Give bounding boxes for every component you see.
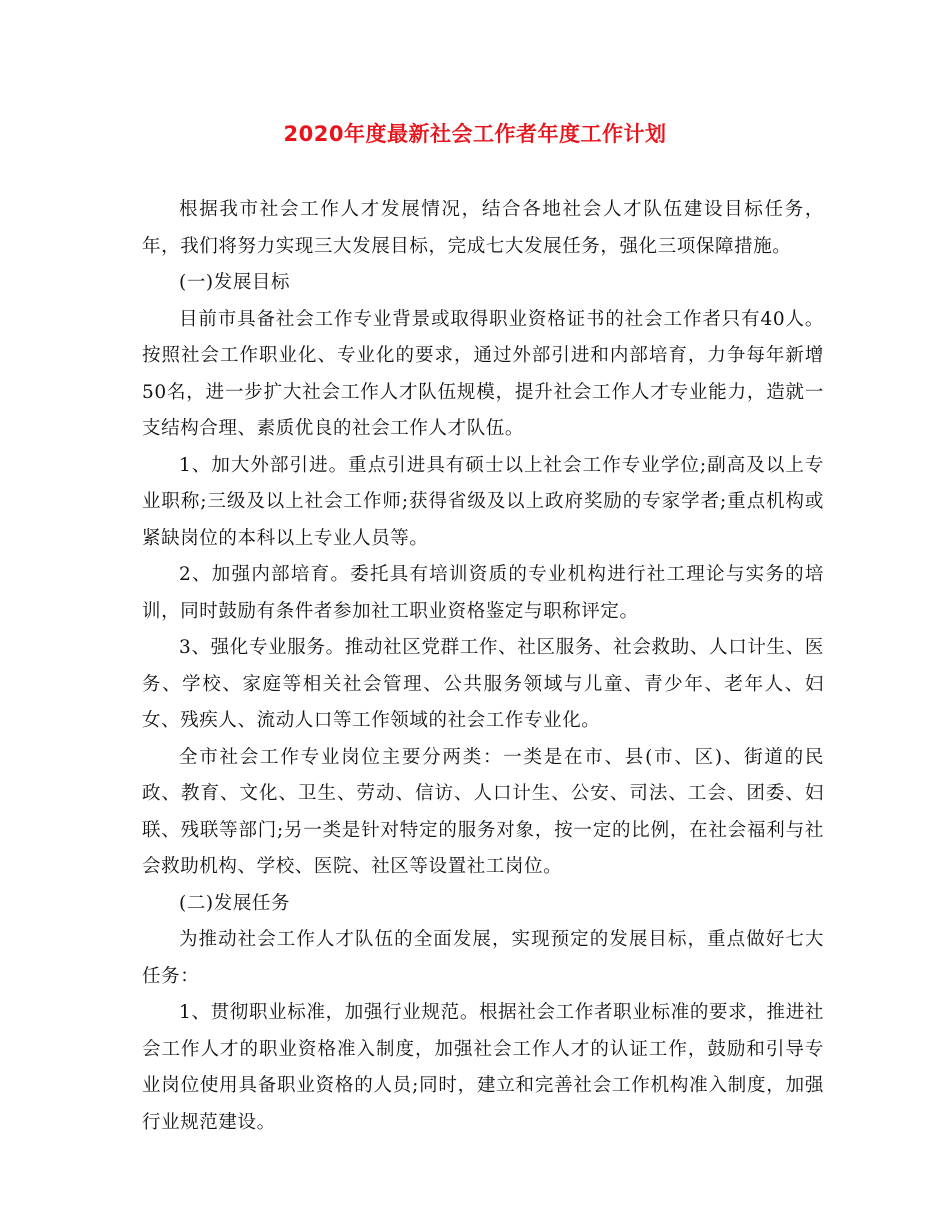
paragraph-intro: 根据我市社会工作人才发展情况，结合各地社会人才队伍建设目标任务，年，我们将努力实现三大发展目标，完成七大发展任务，强化三项保障措施。 (142, 199, 824, 257)
paragraph-item-2-training: 2、加强内部培育。委托具有培训资质的专业机构进行社工理论与实务的培训，同时鼓励有条件者参加社工职业资格鉴定与职称评定。 (142, 564, 824, 622)
paragraph-goals: 目前市具备社会工作专业背景或取得职业资格证书的社会工作者只有40人。按照社会工作职业化、专业化的要求，通过外部引进和内部培育，力争每年新增50名，进一步扩大社会工作人才队伍规模，提升社会工作人才专业能力，造就一支结构合理、素质优良的社会工作人才队伍。 (142, 308, 824, 439)
document-title: 2020年度最新社会工作者年度工作计划 (283, 122, 667, 146)
paragraph-tasks-intro: 为推动社会工作人才队伍的全面发展，实现预定的发展目标，重点做好七大任务： (142, 929, 824, 987)
section-heading-goals: (一)发展目标 (179, 272, 291, 293)
paragraph-task-1-standards: 1、贯彻职业标准，加强行业规范。根据社会工作者职业标准的要求，推进社会工作人才的职业资格准入制度，加强社会工作人才的认证工作，鼓励和引导专业岗位使用具备职业资格的人员;同时，建立和完善社会工作机构准入制度，加强行业规范建设。 (142, 1002, 824, 1133)
document-body (142, 192, 824, 1141)
paragraph-item-3-services: 3、强化专业服务。推动社区党群工作、社区服务、社会救助、人口计生、医务、学校、家庭等相关社会管理、公共服务领域与儿童、青少年、老年人、妇女、残疾人、流动人口等工作领域的社会工作专业化。 (142, 637, 824, 731)
section-heading-tasks: (二)发展任务 (179, 892, 291, 914)
paragraph-positions: 全市社会工作专业岗位主要分两类：一类是在市、县(市、区)、街道的民政、教育、文化、卫生、劳动、信访、人口计生、公安、司法、工会、团委、妇联、残联等部门;另一类是针对特定的服务对象，按一定的比例，在社会福利与社会救助机构、学校、医院、社区等设置社工岗位。 (142, 746, 824, 877)
paragraph-item-1-recruitment: 1、加大外部引进。重点引进具有硕士以上社会工作专业学位;副高及以上专业职称;三级及以上社会工作师;获得省级及以上政府奖励的专家学者;重点机构或紧缺岗位的本科以上专业人员等。 (142, 454, 824, 549)
